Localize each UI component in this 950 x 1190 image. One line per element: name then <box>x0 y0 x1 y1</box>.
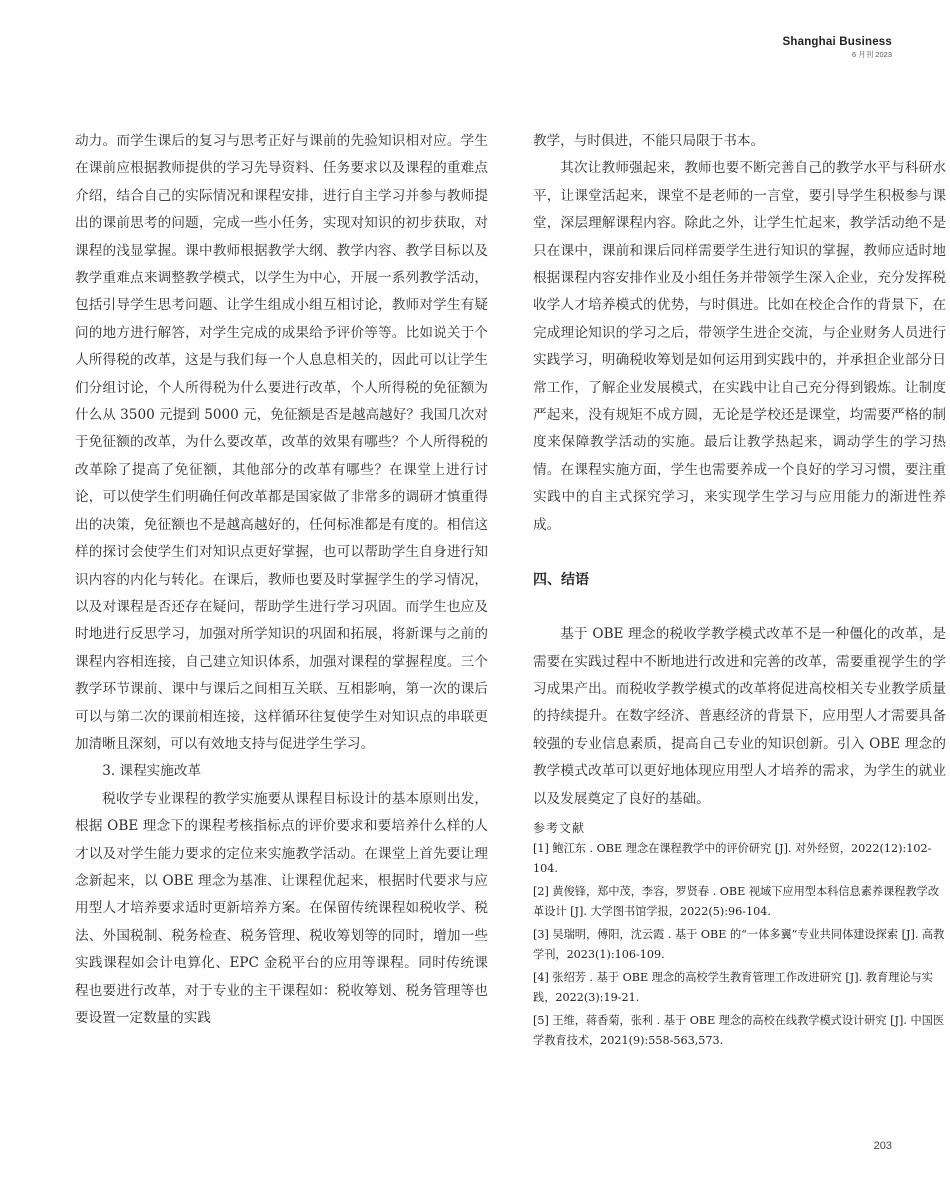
reference-item: [3] 吴瑞明，傅阳，沈云霞 . 基于 OBE 的“一体多翼”专业共同体建设探索 [J]. 高教学刊，2023(1):106-109. <box>533 927 945 962</box>
page-number: 203 <box>873 1140 892 1152</box>
right-column <box>533 128 946 1054</box>
body-paragraph: 其次让教师强起来，教师也要不断完善自己的教学水平与科研水平，让课堂活起来，课堂不是老师的一言堂，要引导学生积极参与课堂，深层理解课程内容。除此之外，让学生忙起来，教学活动绝不是只在课中，课前和课后同样需要学生进行知识的掌握，教师应适时地根据课程内容安排作业及小组任务并带领学生深入企业，充分发挥税收学人才培养模式的优势，与时俱进。比如在校企合作的背景下，在完成理论知识的学习之后，带领学生进企交流，与企业财务人员进行实践学习，明确税收筹划是如何运用到实践中的，并承担企业部分日常工作，了解企业发展模式，在实践中让自己充分得到锻炼。让制度严起来，没有规矩不成方圆，无论是学校还是课堂，均需要严格的制度来保障教学活动的实施。最后让教学热起来，调动学生的学习热情。在课程实施方面，学生也需要养成一个良好的学习习惯，要注重实践中的自主式探究学习，来实现学生学习与应用能力的渐进性养成。 <box>533 160 946 533</box>
reference-item: [2] 黄俊锋，郑中茂，李容，罗贤春 . OBE 视域下应用型本科信息素养课程教学改革设计 [J]. 大学图书馆学报，2022(5):96-104. <box>533 884 940 919</box>
left-column <box>75 128 488 1032</box>
issue-date: 6 月刊 2023 <box>851 50 892 59</box>
body-paragraph: 基于 OBE 理念的税收学教学模式改革不是一种僵化的改革，是需要在实践过程中不断地进行改进和完善的改革，需要重视学生的学习成果产出。而税收学教学模式的改革将促进高校相关专业教学质量的持续提升。在数字经济、普惠经济的背景下，应用型人才需要具备较强的专业信息素质，提高自己专业的知识创新。引入 OBE 理念的教学模式改革可以更好地体现应用型人才培养的需求，为学生的就业以及发展奠定了良好的基础。 <box>533 626 946 807</box>
body-paragraph: 动力。而学生课后的复习与思考正好与课前的先验知识相对应。学生在课前应根据教师提供的学习先导资料、任务要求以及课程的重难点介绍，结合自己的实际情况和课程安排，进行自主学习并参与教师提出的课前思考的问题，完成一些小任务，实现对知识的初步获取，对课程的浅显掌握。课中教师根据教学大纲、教学内容、教学目标以及教学重难点来调整教学模式，以学生为中心，开展一系列教学活动，包括引导学生思考问题、让学生组成小组互相讨论，教师对学生有疑问的地方进行解答，对学生完成的成果给予评价等等。比如说关于个人所得税的改革，这是与我们每一个人息息相关的，因此可以让学生们分组讨论，个人所得税为什么要进行改革，个人所得税的免征额为什么从 3500 元提到 5000 元，免征额是否是越高越好？我国几次对于免征额的改革，为什么要改革，改革的效果有哪些？个人所得税的改革除了提高了免征额，其他部分的改革有哪些？在课堂上进行讨论，可以使学生们明确任何改革都是国家做了非常多的调研才慎重得出的决策，免征额也不是越高越好的，任何标准都是有度的。相信这样的探讨会使学生们对知识点更好掌握，也可以帮助学生自身进行知识内容的内化与转化。在课后，教师也要及时掌握学生的学习情况，以及对课程是否还存在疑问，帮助学生进行学习巩固。而学生也应及时地进行反思学习，加强对所学知识的巩固和拓展，将新课与之前的课程内容相连接，自己建立知识体系，加强对课程的掌握程度。三个教学环节课前、课中与课后之间相互关联、互相影响，第一次的课后可以与第二次的课前相连接，这样循环往复使学生对知识点的串联更加清晰且深刻，可以有效地支持与促进学生学习。 <box>75 133 488 752</box>
running-header <box>783 36 892 60</box>
subheading: 3. 课程实施改革 <box>102 763 202 780</box>
reference-item: [1] 鲍江东 . OBE 理念在课程教学中的评价研究 [J]. 对外经贸，2022(12):102-104. <box>533 841 932 876</box>
journal-title: Shanghai Business <box>782 36 892 48</box>
section-title: 四、结语 <box>533 572 589 589</box>
reference-item: [4] 张绍芳 . 基于 OBE 理念的高校学生教育管理工作改进研究 [J]. 教育理论与实践，2022(3):19-21. <box>533 970 933 1005</box>
reference-item: [5] 王维，蒋香菊，张利 . 基于 OBE 理念的高校在线教学模式设计研究 [J]. 中国医学教育技术，2021(9):558-563,573. <box>533 1013 945 1048</box>
references-title: 参考文献 <box>533 820 586 835</box>
body-paragraph: 税收学专业课程的教学实施要从课程目标设计的基本原则出发，根据 OBE 理念下的课程考核指标点的评价要求和要培养什么样的人才以及对学生能力要求的定位来实施教学活动。在课堂上首先要让理念新起来，以 OBE 理念为基准、让课程优起来，根据时代要求与应用型人才培养要求适时更新培养方案。在保留传统课程如税收学、税法、外国税制、税务检查、税务管理、税收筹划等的同时，增加一些实践课程如会计电算化、EPC 金税平台的应用等课程。同时传统课程也要进行改革，对于专业的主干课程如：税收筹划、税务管理等也要设置一定数量的实践 <box>75 790 488 1026</box>
body-paragraph: 教学，与时俱进，不能只局限于书本。 <box>533 133 765 149</box>
